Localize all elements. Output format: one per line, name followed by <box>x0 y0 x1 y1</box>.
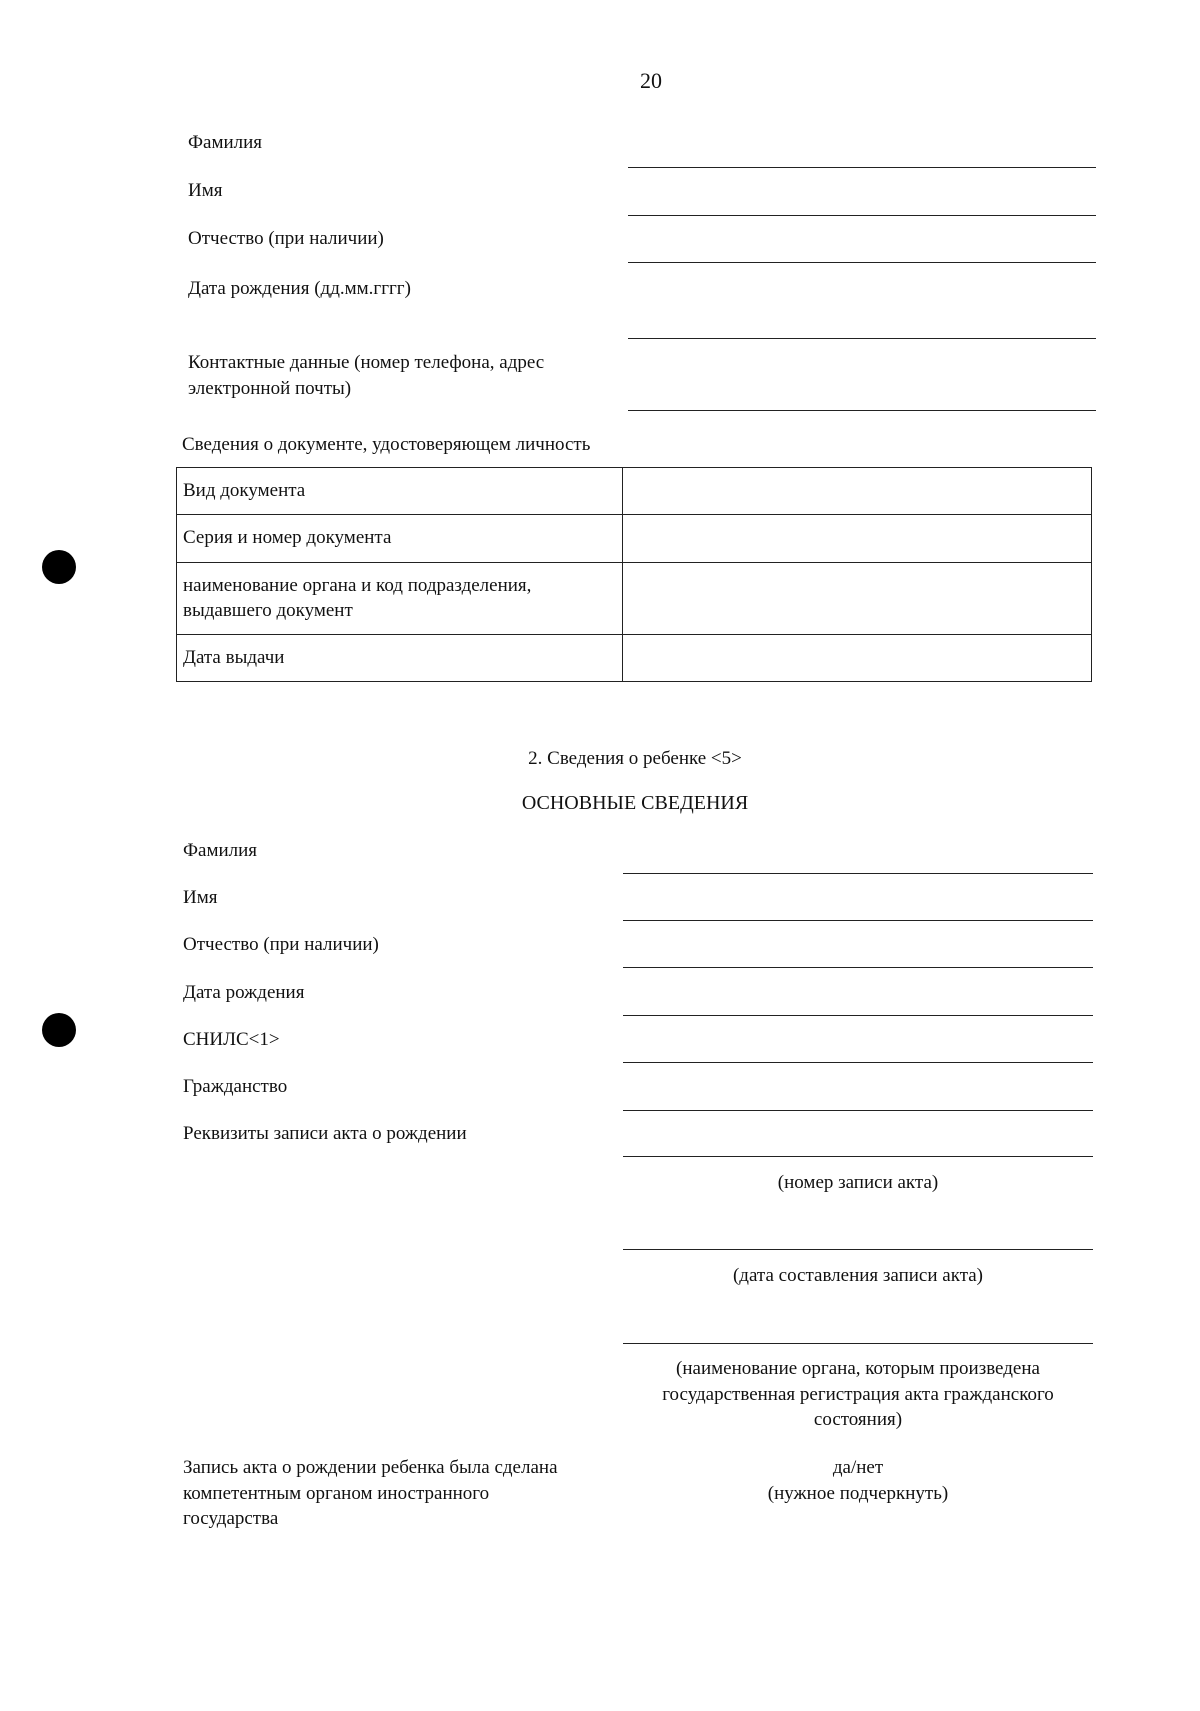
birth-record-date-field[interactable] <box>623 1249 1093 1250</box>
id-document-heading: Сведения о документе, удостоверяющем личность <box>182 434 591 455</box>
applicant-contacts-label: Контактные данные (номер телефона, адрес электронной почты) <box>188 352 545 399</box>
child-name-label: Имя <box>183 887 218 908</box>
id-doc-issuer-value[interactable] <box>623 563 1092 635</box>
child-subsection-title: ОСНОВНЫЕ СВЕДЕНИЯ <box>521 792 749 814</box>
birth-record-date-caption: (дата составления записи акта) <box>732 1265 983 1286</box>
table-row <box>177 635 1092 682</box>
birth-record-number-field[interactable] <box>623 1156 1093 1157</box>
birth-record-label: Реквизиты записи акта о рождении <box>183 1123 467 1144</box>
punch-hole-top <box>42 550 76 584</box>
applicant-surname-label: Фамилия <box>188 132 263 153</box>
birth-record-authority-field[interactable] <box>623 1343 1093 1344</box>
applicant-surname-field[interactable] <box>628 167 1096 168</box>
table-row <box>177 468 1092 515</box>
child-snils-field[interactable] <box>623 1062 1093 1063</box>
child-patronymic-label: Отчество (при наличии) <box>183 934 379 955</box>
id-doc-type-value[interactable] <box>623 468 1092 515</box>
foreign-registration-label: Запись акта о рождении ребенка была сделана компетентным органом иностранного государства <box>183 1457 558 1530</box>
applicant-contacts-field[interactable] <box>628 410 1096 411</box>
child-patronymic-field[interactable] <box>623 967 1093 968</box>
child-birthdate-field[interactable] <box>623 1015 1093 1016</box>
child-name-field[interactable] <box>623 920 1093 921</box>
id-doc-issue-date-value[interactable] <box>623 635 1092 682</box>
punch-hole-bottom <box>42 1013 76 1047</box>
child-birthdate-label: Дата рождения <box>183 982 305 1003</box>
id-doc-number-label: Серия и номер документа <box>177 515 623 563</box>
id-doc-issuer-label: наименование органа и код подразделения, выдавшего документ <box>177 563 623 635</box>
child-surname-label: Фамилия <box>183 840 258 861</box>
applicant-name-field[interactable] <box>628 215 1096 216</box>
child-citizenship-label: Гражданство <box>183 1076 288 1097</box>
page-number: 20 <box>640 68 662 93</box>
applicant-name-label: Имя <box>188 180 223 201</box>
applicant-birthdate-field[interactable] <box>628 338 1096 339</box>
applicant-patronymic-field[interactable] <box>628 262 1096 263</box>
id-doc-number-value[interactable] <box>623 515 1092 563</box>
applicant-birthdate-label: Дата рождения (дд.мм.гггг) <box>188 278 411 299</box>
child-section-title: 2. Сведения о ребенке <5> <box>528 748 742 769</box>
table-row <box>177 563 1092 635</box>
foreign-registration-note: (нужное подчеркнуть) <box>767 1483 949 1504</box>
table-row <box>177 515 1092 563</box>
child-snils-label: СНИЛС<1> <box>183 1029 280 1050</box>
child-citizenship-field[interactable] <box>623 1110 1093 1111</box>
birth-record-number-caption: (номер записи акта) <box>777 1172 939 1193</box>
id-doc-type-label: Вид документа <box>177 468 623 515</box>
foreign-registration-options[interactable]: да/нет <box>832 1457 884 1478</box>
id-document-table <box>176 467 1092 682</box>
applicant-patronymic-label: Отчество (при наличии) <box>188 228 384 249</box>
birth-record-authority-caption: (наименование органа, которым произведена государственная регистрация акта гражданского состояния) <box>662 1358 1054 1431</box>
id-doc-issue-date-label: Дата выдачи <box>177 635 623 682</box>
child-surname-field[interactable] <box>623 873 1093 874</box>
